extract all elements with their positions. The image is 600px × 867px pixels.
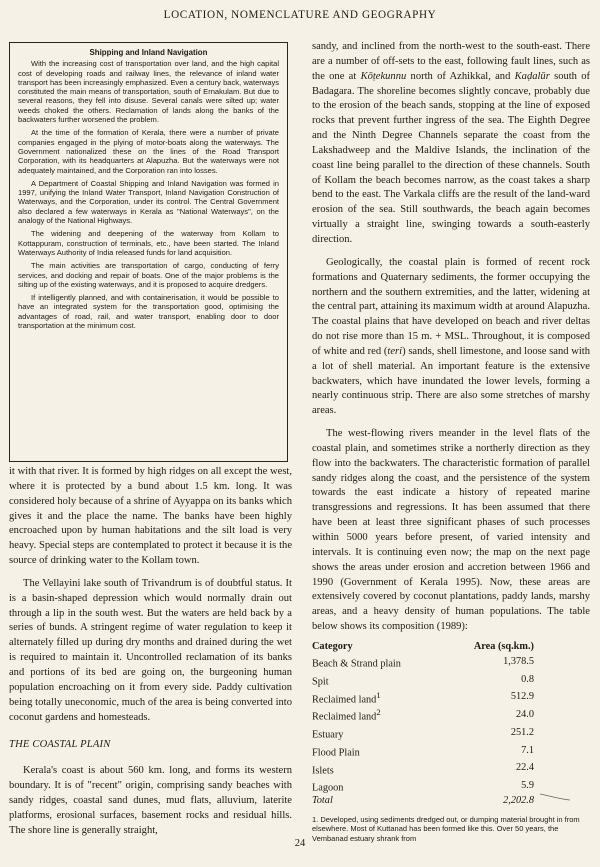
box-paragraph: At the time of the formation of Kerala, there were a number of private companies engaged in the plying of motor-boats along the waterways. The Government nationalized these on the lines of the Road Transport Corporation, with its headquarters at Alapuzha. But the waterways were not adequately maintained, and the Corporation ran into losses. (18, 128, 279, 175)
box-paragraph: If intelligently planned, and with containerisation, it would be possible to have an integrated system for the transportation good, optimising the advantages of road, rail, and water transport, enabling door to door transportation at the minimum cost. (18, 293, 279, 331)
table-row: Spit 0.8 (312, 673, 534, 688)
pen-mark-decoration (540, 793, 570, 801)
shipping-navigation-box (9, 42, 288, 462)
place-name: Kōṭekunnu (360, 70, 407, 82)
running-header: LOCATION, NOMENCLATURE AND GEOGRAPHY (163, 9, 437, 21)
body-paragraph: sandy, and inclined from the north-west to the south-east. There are a number of off-sets to the east, following fault lines, such as the one at Kōṭekunnu north of Azhikkal, and Kaḍalūr south of Badagara. The shoreline becomes slightly concave, probably due to the erosion of the beach sands, stopping at the line of exposed rocks that prevent further ingress of the sea. The Eighth Degree and the Ninth Degree Channels separate the coast from the Lakshadweep and the Maldive Islands, the inclination of the coast line being parallel to the direction of these channels. South of Kollam the beach becomes narrow, as the coast takes a sharp bend to the east. The Varkala cliffs are the result of the land-ward erosion of the sea. Still southwards, the beach again becomes virtually a straight line, swinging towards a south-easterly direction. (312, 41, 591, 245)
box-paragraph: The main activities are transportation of cargo, conducting of ferry services, and docking and repair of boats. One of the major problems is the silting up of the existing waterways, and it is proposed to acquire dredgers. (18, 261, 279, 289)
table-row: Reclaimed land$^1$ 512.9 (312, 689, 534, 706)
left-column (9, 465, 292, 838)
table-row: Beach & Strand plain 1,378.5 (312, 655, 534, 670)
footnote: 1. Developed, using sediments dredged out, or dumping material brought in from elsewhere. Most of Kuttanad has been formed like this. Over 50 years, the Vembanad estuary shrank from (312, 815, 580, 843)
box-paragraph: With the increasing cost of transportation over land, and the high capital cost of developing roads and railway lines, the relevance of inland water transport has been increasingly emphasized. Even a century back, waterways constituted the main means of transportation, south of Ernakulam. But due to several reasons, they fell into disuse. Several canals were silted up; water weeds choked the others. Reclamation of lands along the banks of the backwaters further worsened the problem. (18, 59, 279, 125)
table-total-row: Total 2,202.8 (312, 794, 534, 806)
body-paragraph: The west-flowing rivers meander in the level flats of the coastal plain, and sometimes strike a northerly direction as they flow into the backwaters. The characteristic formation of parallel sandy ridges along the coast, and the persistence of the system towards the east indicate a history of repeated marine transgressions and regressions. It has been assumed that there have been at least three significant phases of such processes within 5000 years before present, of varied intensity and intervals. It is continuing even now; the map on the next page shows the areas under erosion and accretion between 1966 and 1990 (Government of Kerala 1995). Now, these areas are extensively covered by coconut plantations, paddy lands, marshy areas, and a heavy density of human populations. The table below shows its composition (1989): (312, 428, 590, 633)
body-paragraph: The Vellayini lake south of Trivandrum is of doubtful status. It is a basin-shaped depression which would normally drain out through a lip in the south west. But the waters are held back by a series of bunds. A stringent regime of water regulation to keep it alternately filled up during dry months and drained during the wet is required to maintain it. Uncontrolled reclamation of its banks and portions of its bed are going on, the burgeoning human population encroaching on it from every side. Paddy cultivation being totally uneconomic, much of the area is being converted into coconut gardens and homesteads. (9, 577, 292, 723)
box-paragraph: The widening and deepening of the waterway from Kollam to Kottappuram, construction of terminals, etc., have been started. The Inland Waterways Authority of India released funds for land acquisition. (18, 229, 279, 257)
table-row: Islets 22.4 (312, 762, 534, 776)
body-paragraph: Geologically, the coastal plain is formed of recent rock formations and Quaternary sediments, the former occupying the northern and the southern extremities, and the latter, widening at the central part, attaining its maximum width at around Alapuzha. The coastal plains that have developed on beach and river deltas do not rise more than 15 m. + MSL. Throughout, it is composed of white and red (teri) sands, shell limestone, and loose sand with a lot of shell material. An important feature is the extensive backwaters, which have inundated the lower levels, forming a nearly continuous strip. There are also some stretches of marshy areas. (312, 256, 590, 417)
composition-table (312, 641, 534, 807)
table-row: Flood Plain 7.1 (312, 744, 534, 759)
box-title: Shipping and Inland Navigation (89, 48, 208, 57)
box-paragraph: A Department of Coastal Shipping and Inland Navigation was formed in 1997, unifying the Inland Water Transport, Inland Navigation Construction of Waterways, and the Corporation, under its control. The Central Government also declared a few waterways in Kerala as "National Waterways", on the analogy of the National Highways. (18, 178, 279, 226)
right-column (312, 40, 590, 843)
table-header-area: Area (sq.km.) (473, 640, 534, 652)
term-teri: teri (387, 345, 403, 357)
table-row: Estuary 251.2 (312, 726, 534, 741)
body-paragraph: it with that river. It is formed by high ridges on all except the west, where it is protected by a bund about 1.5 km. long. It was considered holy because of a shrine of Ayyappa on its banks which gives it and the place the name. The banks have been highly encroached upon by human habitations and the silt load is very heavy. Special steps are contemplated to protect it because it is the source of drinking water to the Kollam town. (9, 466, 292, 567)
table-header-category: Category (312, 640, 353, 652)
body-paragraph: Kerala's coast is about 560 km. long, and forms its western boundary. It is of "recent" origin, comprising sandy beaches with sandy ridges, coastal sand dunes, mud flats, alluvium, laterite platforms, erosional surfaces, basement rocks and residual hills. The shore line is generally straight, (9, 765, 292, 836)
section-heading: THE COASTAL PLAIN (9, 739, 111, 751)
table-row: Reclaimed land$^2$ 24.0 (312, 707, 534, 723)
table-row: Lagoon 5.9 (312, 779, 534, 794)
page-number: 24 (294, 838, 306, 849)
place-name: Kaḍalūr (514, 70, 550, 82)
